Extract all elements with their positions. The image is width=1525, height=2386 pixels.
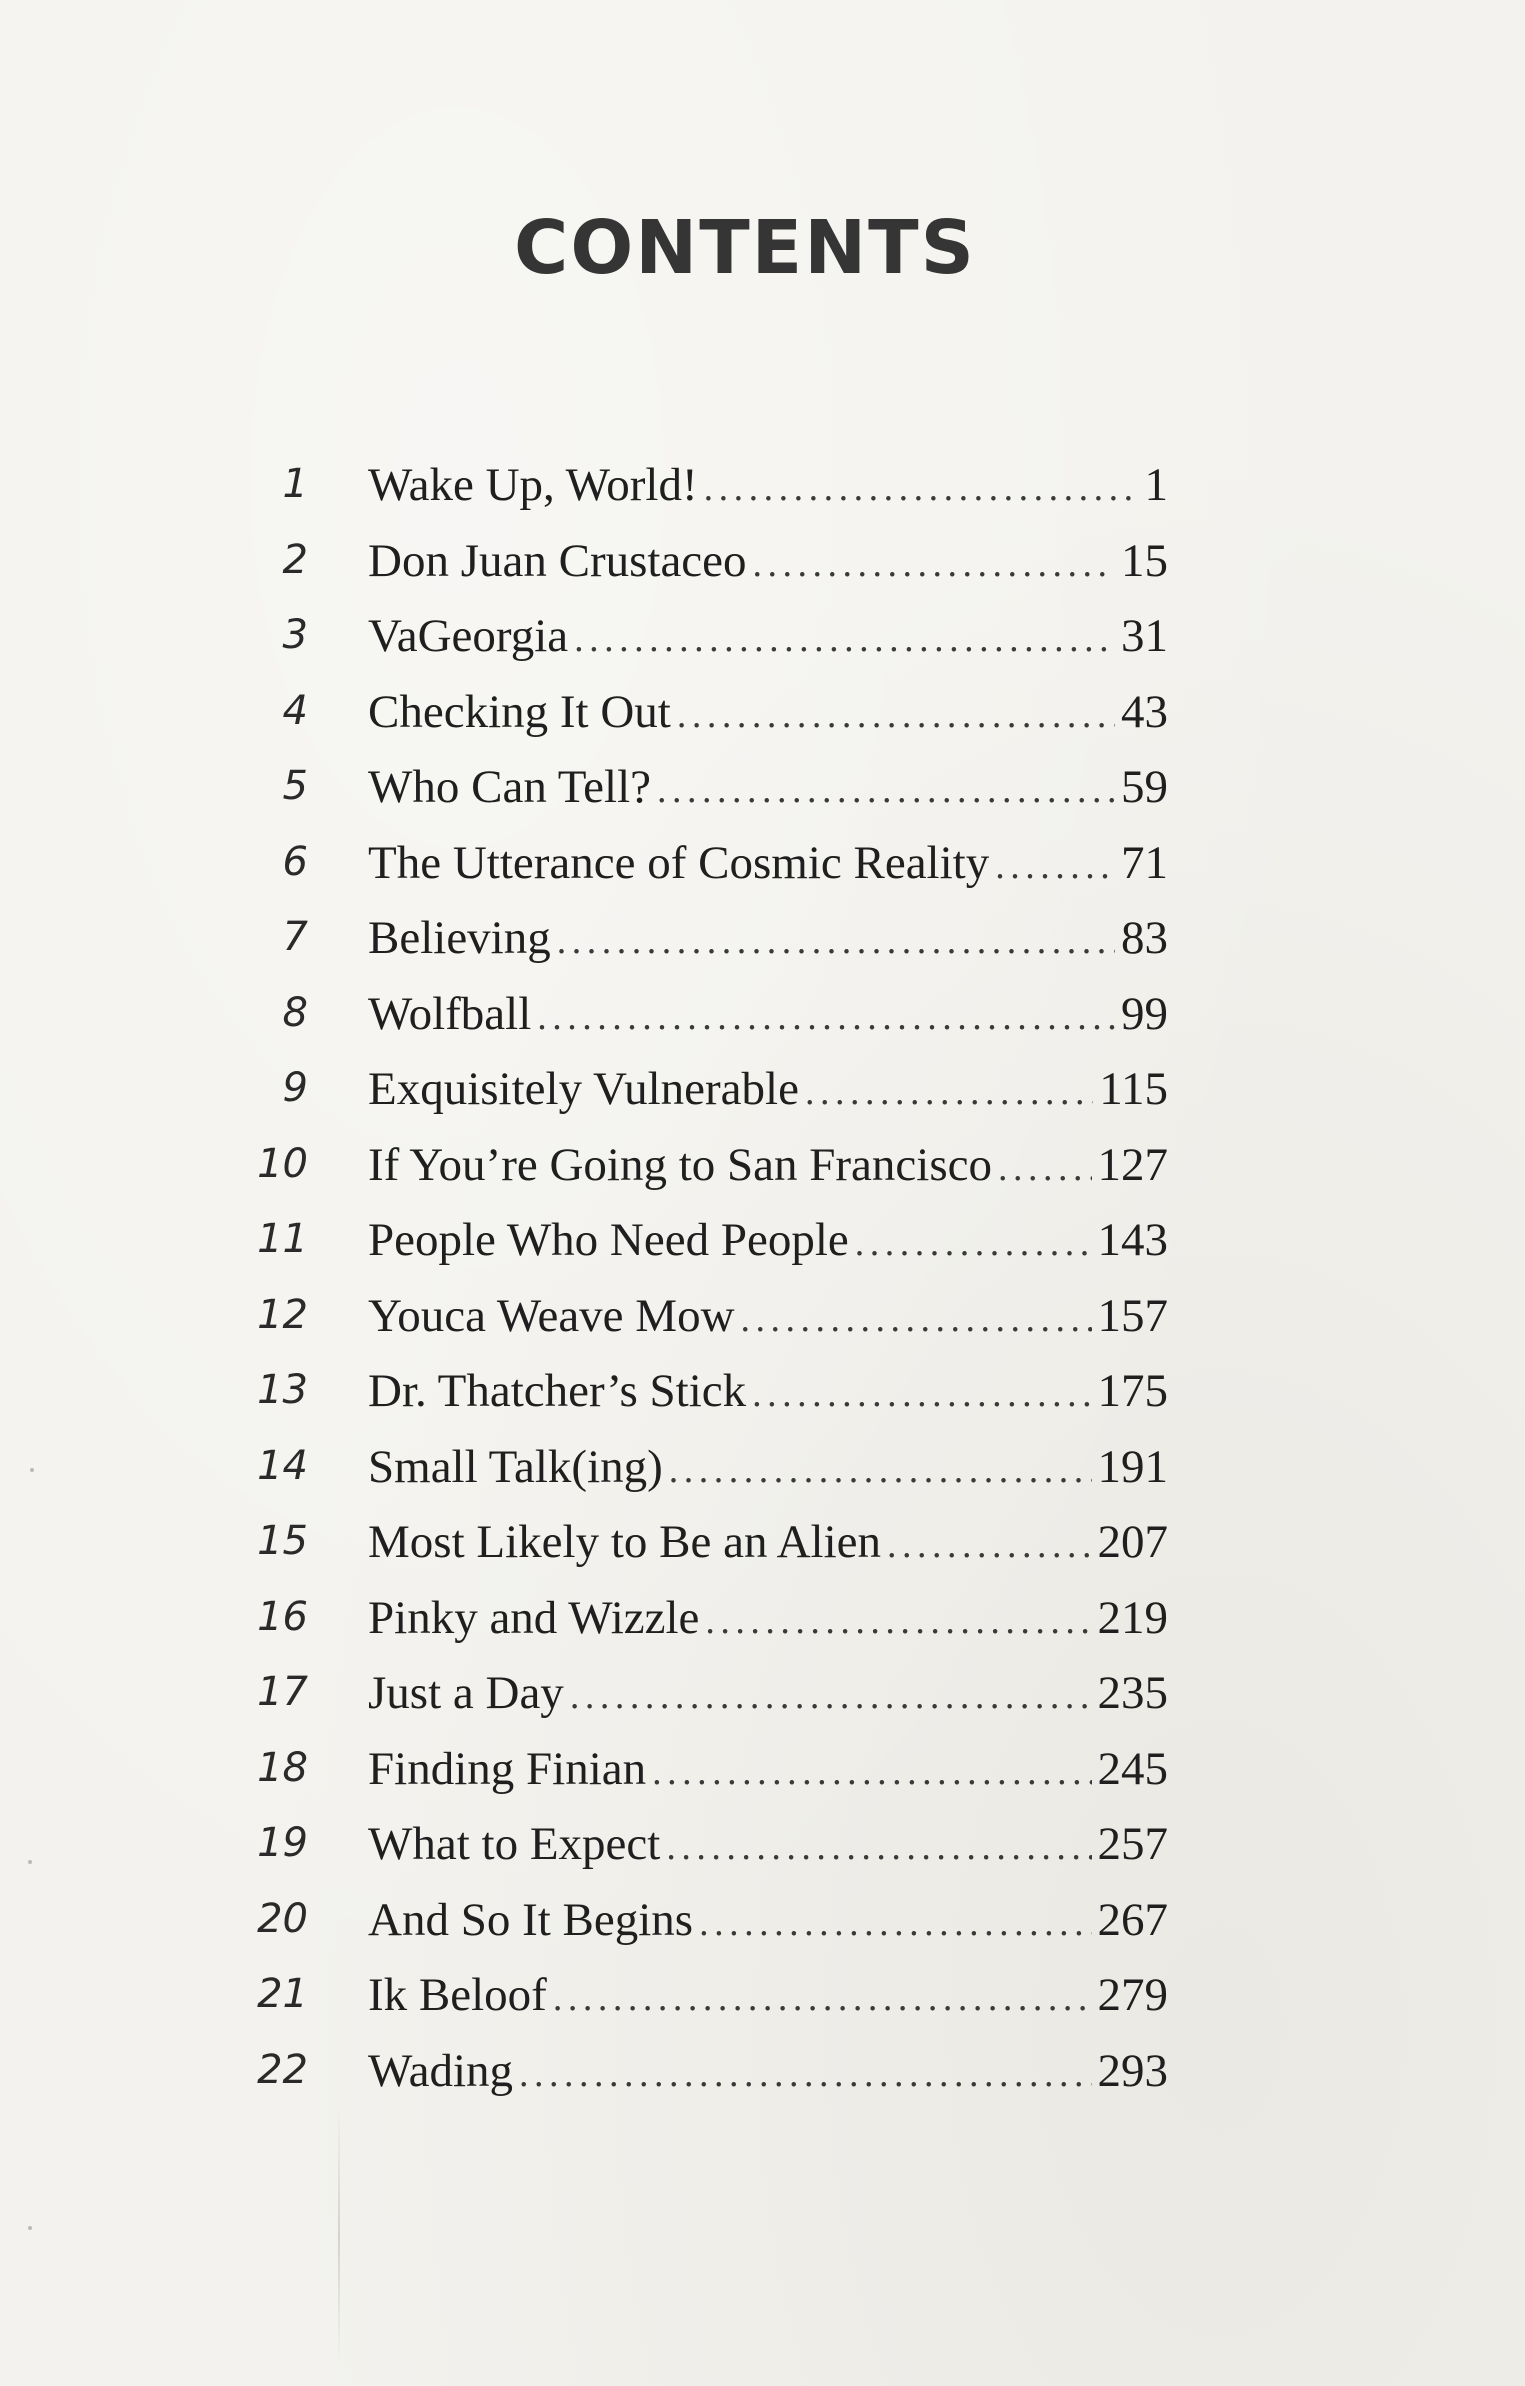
toc-entry[interactable]	[0, 908, 1525, 984]
page-number: 1	[1144, 459, 1168, 511]
chapter-number: 9	[282, 1065, 308, 1111]
chapter-title: Finding Finian	[368, 1742, 647, 1795]
toc-entry[interactable]	[0, 757, 1525, 833]
chapter-title: If You’re Going to San Francisco	[368, 1138, 992, 1191]
chapter-title: What to Expect	[368, 1818, 661, 1870]
dot-leader	[998, 1138, 1092, 1198]
page-number: 115	[1099, 1063, 1168, 1115]
chapter-number: 12	[257, 1291, 308, 1338]
toc-entry[interactable]	[0, 1361, 1525, 1437]
chapter-title: Small Talk(ing)	[368, 1440, 663, 1493]
chapter-title: Who Can Tell?	[368, 761, 651, 813]
page-number: 293	[1097, 2044, 1168, 2097]
chapter-title: And So It Begins	[368, 1893, 694, 1946]
page-number: 99	[1121, 987, 1168, 1040]
chapter-title: VaGeorgia	[368, 610, 569, 662]
toc-entry[interactable]	[0, 1059, 1525, 1135]
toc-entry[interactable]	[0, 1965, 1525, 2041]
dot-leader	[657, 760, 1115, 820]
page-number: 207	[1097, 1516, 1168, 1568]
page-number: 43	[1121, 685, 1168, 738]
chapter-number: 20	[257, 1895, 308, 1942]
dot-leader	[557, 911, 1115, 971]
dot-leader	[753, 534, 1115, 594]
chapter-title: Youca Weave Mow	[368, 1289, 735, 1342]
toc-entry[interactable]	[0, 1890, 1525, 1966]
chapter-number: 19	[257, 1820, 308, 1866]
chapter-number: 13	[257, 1367, 308, 1413]
page-number: 127	[1097, 1138, 1168, 1191]
toc-entry[interactable]	[0, 1814, 1525, 1890]
dot-leader	[666, 1817, 1091, 1877]
chapter-title: Dr. Thatcher’s Stick	[368, 1365, 747, 1417]
page-number: 191	[1097, 1440, 1168, 1493]
chapter-title: Pinky and Wizzle	[368, 1591, 700, 1644]
chapter-number: 15	[257, 1518, 308, 1564]
paper-speck	[28, 2226, 32, 2230]
chapter-number: 16	[257, 1593, 308, 1640]
chapter-title: Wake Up, World!	[368, 459, 698, 511]
toc-entry[interactable]	[0, 1512, 1525, 1588]
chapter-title: Wading	[368, 2044, 514, 2097]
toc-entry[interactable]	[0, 1135, 1525, 1211]
chapter-number: 4	[282, 687, 308, 734]
toc-entry[interactable]	[0, 1663, 1525, 1739]
dot-leader	[741, 1289, 1092, 1349]
dot-leader	[752, 1364, 1091, 1424]
page-title: CONTENTS	[514, 205, 976, 291]
chapter-number: 14	[257, 1442, 308, 1489]
toc-entry[interactable]	[0, 1437, 1525, 1513]
page-number: 175	[1097, 1365, 1168, 1417]
dot-leader	[519, 2044, 1091, 2104]
page-number: 59	[1121, 761, 1168, 813]
chapter-title: People Who Need People	[368, 1214, 849, 1266]
chapter-number: 5	[282, 763, 308, 809]
toc-entry[interactable]	[0, 531, 1525, 607]
chapter-title: Just a Day	[368, 1667, 564, 1719]
page-number: 31	[1121, 610, 1168, 662]
page-number: 83	[1121, 912, 1168, 964]
page-number: 245	[1097, 1742, 1168, 1795]
dot-leader	[553, 1968, 1092, 2028]
toc-entry[interactable]	[0, 984, 1525, 1060]
dot-leader	[570, 1666, 1092, 1726]
page-number: 219	[1097, 1591, 1168, 1644]
toc-entry[interactable]	[0, 1210, 1525, 1286]
page-number: 157	[1097, 1289, 1168, 1342]
chapter-title: Don Juan Crustaceo	[368, 534, 747, 587]
chapter-number: 22	[257, 2046, 308, 2093]
chapter-title: Most Likely to Be an Alien	[368, 1516, 882, 1568]
page-number: 15	[1121, 534, 1168, 587]
page-number: 235	[1097, 1667, 1168, 1719]
chapter-title: Believing	[368, 912, 551, 964]
toc-entry[interactable]	[0, 455, 1525, 531]
page-number: 143	[1097, 1214, 1168, 1266]
page-number: 267	[1097, 1893, 1168, 1946]
chapter-number: 10	[257, 1140, 308, 1187]
chapter-number: 3	[282, 612, 308, 658]
dot-leader	[705, 1591, 1091, 1651]
dot-leader	[995, 836, 1115, 896]
dot-leader	[699, 1893, 1091, 1953]
page-number: 279	[1097, 1969, 1168, 2021]
dot-leader	[652, 1742, 1091, 1802]
chapter-number: 8	[282, 989, 308, 1036]
toc-entry[interactable]	[0, 833, 1525, 909]
dot-leader	[537, 987, 1115, 1047]
chapter-title: The Utterance of Cosmic Reality	[368, 836, 990, 889]
chapter-number: 11	[257, 1216, 308, 1262]
dot-leader	[677, 685, 1115, 745]
paper-crease	[338, 2105, 340, 2365]
dot-leader	[887, 1515, 1091, 1575]
dot-leader	[574, 609, 1115, 669]
chapter-number: 1	[282, 461, 308, 507]
toc-entry[interactable]	[0, 1286, 1525, 1362]
toc-entry[interactable]	[0, 1588, 1525, 1664]
chapter-number: 7	[282, 914, 308, 960]
page-number: 257	[1097, 1818, 1168, 1870]
page-number: 71	[1121, 836, 1168, 889]
toc-entry[interactable]	[0, 606, 1525, 682]
chapter-number: 17	[257, 1669, 308, 1715]
dot-leader	[855, 1213, 1092, 1273]
chapter-number: 6	[282, 838, 308, 885]
chapter-title: Ik Beloof	[368, 1969, 547, 2021]
table-of-contents	[0, 455, 1525, 2116]
chapter-number: 18	[257, 1744, 308, 1791]
toc-entry[interactable]	[0, 1739, 1525, 1815]
chapter-number: 2	[282, 536, 308, 583]
chapter-title: Exquisitely Vulnerable	[368, 1063, 799, 1115]
dot-leader	[805, 1062, 1093, 1122]
chapter-number: 21	[257, 1971, 308, 2017]
dot-leader	[669, 1440, 1092, 1500]
chapter-title: Checking It Out	[368, 685, 671, 738]
chapter-title: Wolfball	[368, 987, 532, 1040]
dot-leader	[704, 458, 1139, 518]
toc-entry[interactable]	[0, 2041, 1525, 2117]
toc-entry[interactable]	[0, 682, 1525, 758]
